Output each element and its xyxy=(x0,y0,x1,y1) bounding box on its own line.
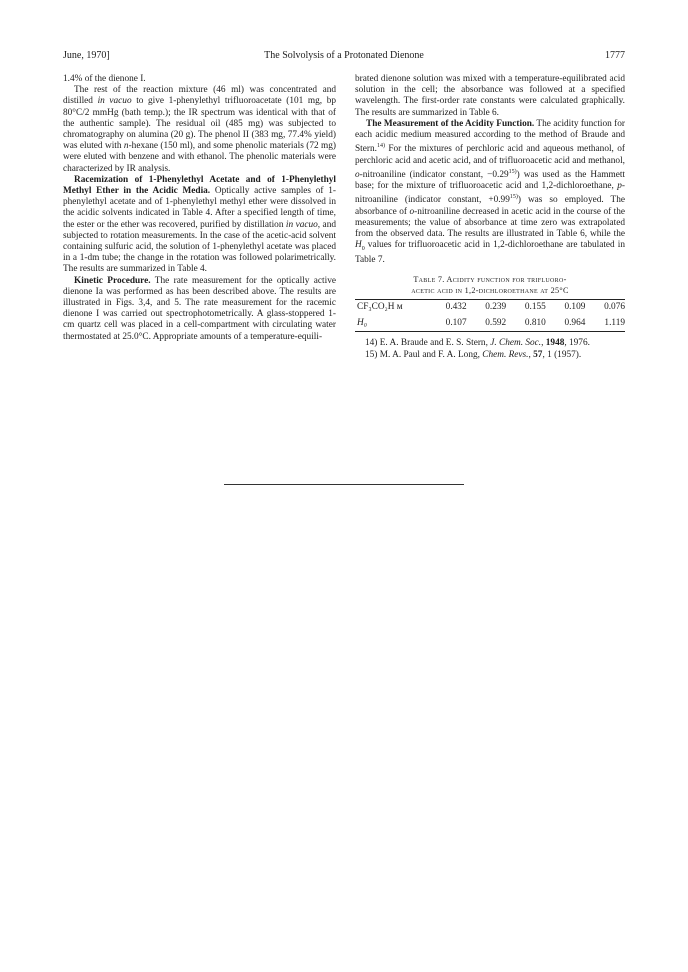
paragraph-kinetic: Kinetic Procedure. The rate measurement for the optically active dienone Ia was performed as has been described above. The results are illustrated in Figs. 3,4, and 5. The rate measurement for the racemic dienone I was carried out spectrophotometrically. A glass-stoppered 1-cm quartz cell was placed in a cell-compartment with circulating water thermostated at 25.0°C. Appropriate amounts of a temperature-equili- xyxy=(63,275,336,342)
row-label-h0: H₀ xyxy=(357,317,367,328)
table-cell: 0.964 xyxy=(564,317,586,328)
table-cell: 0.432 xyxy=(445,302,467,313)
table-cell: 0.239 xyxy=(485,302,507,313)
running-head xyxy=(63,50,625,64)
row-label-acid: CF₃CO₂H м xyxy=(357,302,403,313)
table7 xyxy=(355,299,625,331)
footnote-15: 15) M. A. Paul and F. A. Long, Chem. Revs., 57, 1 (1957). xyxy=(365,350,582,360)
table-cell: 0.076 xyxy=(604,302,625,313)
paragraph-racemization: Racemization of 1-Phenylethyl Acetate and of 1-Phenylethyl Methyl Ether in the Acidic Media. Optically active samples of 1-phenylethyl acetate and of 1-phenylethyl methyl ether were dissolved in the acidic solvents indicated in Table 4. After a specified length of time, the ester or the ether was recovered, purified by distillation in vacuo, and subjected to rotation measurements. In the case of the acetic-acid solvent containing sulfuric acid, the solution of 1-phenylethyl acetate was placed in a 1-dm tube; the change in the rotation was followed polarimetrically. The results are summarized in Table 4. xyxy=(63,174,336,275)
table-cell: 0.109 xyxy=(564,302,586,313)
table7-caption: Table 7. Acidity function for trifluoro- acetic acid in 1,2-dichloroethane at 25°C xyxy=(411,275,569,295)
footnotes xyxy=(355,338,625,361)
paragraph-distillation: The rest of the reaction mixture (46 ml) was concentrated and distilled in vacuo to give 1-phenylethyl trifluoroacetate (101 mg, bp 80°C/2 mmHg (bath temp.); the IR spectrum was identical with that of the authentic sample). The residual oil (485 mg) was subjected to chromatography on alumina (20 g). The phenol II (383 mg, 77.4% yield) was eluted with n-hexane (150 ml), and some phenolic materials (72 mg) were eluted with benzene and with ethanol. The phenolic materials were characterized by IR analysis. xyxy=(63,85,336,174)
page-number: 1777 xyxy=(605,50,625,61)
section-heading-kinetic: Kinetic Procedure. xyxy=(74,275,151,286)
right-column xyxy=(355,74,625,362)
paragraph-continued-right: brated dienone solution was mixed with a temperature-equilibrated acid solution in the cell; the absorbance was followed at a specified wavelength. The first-order rate constants were calculated graphically. The results are summarized in Table 6. xyxy=(355,74,625,118)
paragraph-continued: 1.4% of the dienone I. xyxy=(63,74,146,84)
paragraph-acidity: The Measurement of the Acidity Function. The acidity function for each acidic medium measured according to the method of Braude and Stern.$^{14)}$ For the mixtures of perchloric acid and aqueous methanol, of perchloric acid and acetic acid, and of trifluoroacetic acid and methanol, o-nitroaniline (indicator constant, $-0.29^{15)}$) was used as the Hammett base; for the mixture of trifluoroacetic acid and 1,2-dichloroethane, p-nitroaniline (indicator constant, $+0.99^{15)}$) was so employed. The absorbance of o-nitroaniline decreased in acetic acid in the course of the measurements; the value of absorbance at time zero was extrapolated from the observed data. The results are illustrated in Table 6, while the $H_0$ values for trifluoroacetic acid in 1,2-dichloroethane are tabulated in Table 7. xyxy=(355,118,625,266)
footnote-14: 14) E. A. Braude and E. S. Stern, J. Chem. Soc., 1948, 1976. xyxy=(365,337,590,348)
section-heading-racemization: Racemization of 1-Phenylethyl Acetate and of 1-Phenylethyl Methyl Ether in the Acidic Media. xyxy=(63,174,336,197)
table-row xyxy=(355,316,625,332)
ref-14: 14) xyxy=(376,143,385,150)
table-row xyxy=(355,300,625,316)
table-cell: 0.155 xyxy=(524,302,546,313)
table-cell: 1.119 xyxy=(604,317,625,328)
left-column xyxy=(63,74,336,343)
table-cell: 0.107 xyxy=(445,317,467,328)
header-title: The Solvolysis of a Protonated Dienone xyxy=(264,50,424,61)
table-cell: 0.810 xyxy=(524,317,546,328)
header-date: June, 1970] xyxy=(63,50,110,61)
section-heading-acidity: The Measurement of the Acidity Function. xyxy=(366,118,535,129)
table-cell: 0.592 xyxy=(485,317,507,328)
end-rule xyxy=(224,484,464,485)
